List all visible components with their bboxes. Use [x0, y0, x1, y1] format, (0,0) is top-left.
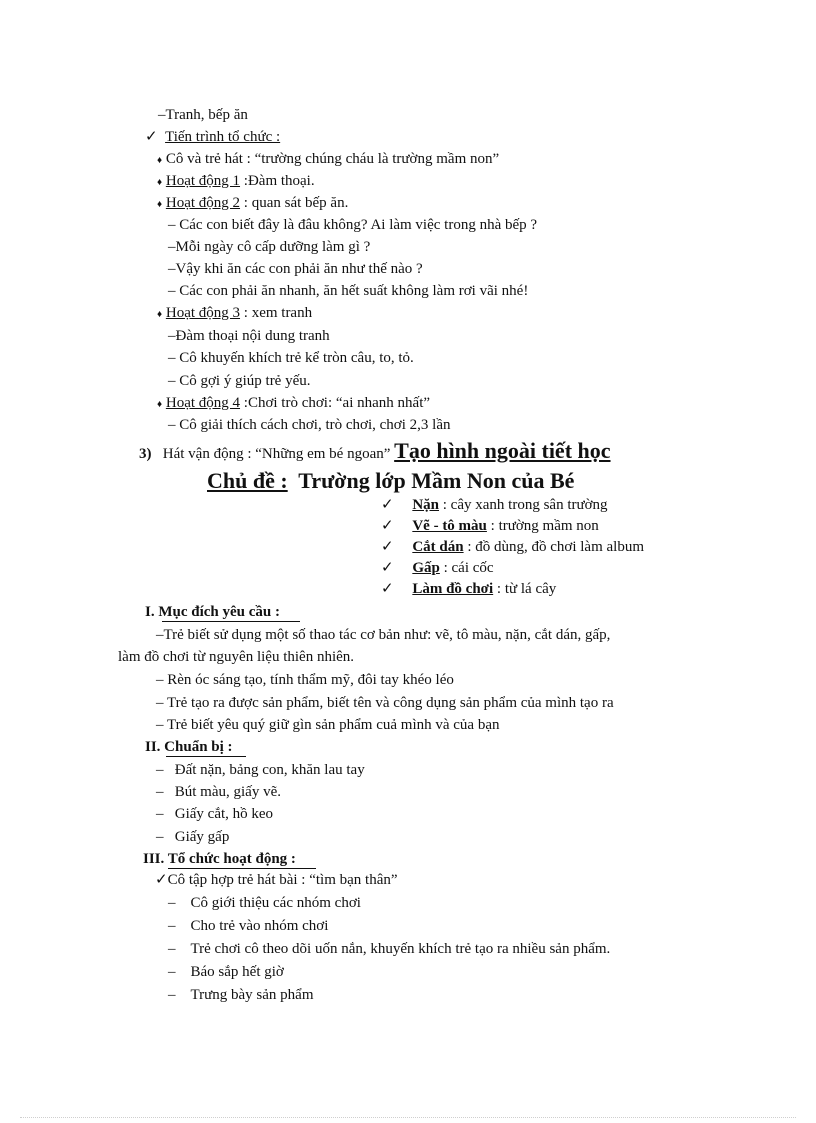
bullet-item: ♦ Hoạt động 2 : quan sát bếp ăn. — [157, 194, 348, 214]
activity-item: ✓ Gấp : cái cốc — [381, 560, 494, 576]
check-icon: ✓ — [381, 560, 394, 576]
text-line: –Trẻ biết sử dụng một số thao tác cơ bản như: vẽ, tô màu, nặn, cắt dán, gấp, — [156, 627, 611, 643]
section-heading: III. Tổ chức hoạt động : — [143, 851, 296, 867]
numbered-item: 3) Hát vận động : “Những em bé ngoan” Tạo hình ngoài tiết học — [139, 438, 611, 463]
list-item: – Cho trẻ vào nhóm chơi — [168, 918, 329, 934]
bullet-item: ♦ Cô và trẻ hát : “trường chúng cháu là trường mầm non” — [157, 150, 499, 170]
bullet-item: ♦ Hoạt động 1 :Đàm thoại. — [157, 172, 315, 192]
topic-label: Chủ đề : — [207, 468, 288, 493]
list-item: – Trẻ chơi cô theo dõi uốn nắn, khuyến khích trẻ tạo ra nhiều sản phẩm. — [168, 941, 611, 957]
text-line: – Cô khuyến khích trẻ kể tròn câu, to, tỏ. — [168, 350, 414, 366]
diamond-bullet-icon: ♦ — [157, 399, 163, 410]
section-heading: Tạo hình ngoài tiết học — [394, 438, 611, 463]
list-item: – Giấy gấp — [156, 829, 230, 845]
bullet-item: ♦ Hoạt động 3 : xem tranh — [157, 304, 312, 324]
section-heading: II. Chuẩn bị : — [145, 739, 233, 755]
list-item: – Báo sắp hết giờ — [168, 964, 284, 980]
section-heading: I. Mục đích yêu cầu : — [145, 604, 280, 620]
text-line: – Rèn óc sáng tạo, tính thẩm mỹ, đôi tay khéo léo — [156, 672, 454, 688]
text-line: – Trẻ tạo ra được sản phẩm, biết tên và công dụng sản phẩm của mình tạo ra — [156, 695, 614, 711]
text-line: – Cô giải thích cách chơi, trò chơi, chơi 2,3 lần — [168, 417, 451, 433]
diamond-bullet-icon: ♦ — [157, 309, 163, 320]
activity-item: ✓ Làm đồ chơi : từ lá cây — [381, 581, 557, 597]
list-item: – Trưng bày sản phẩm — [168, 987, 314, 1003]
diamond-bullet-icon: ♦ — [157, 177, 163, 188]
check-icon: ✓ — [145, 129, 158, 145]
diamond-bullet-icon: ♦ — [157, 155, 163, 166]
activity-item: ✓ Vẽ - tô màu : trường mầm non — [381, 518, 599, 534]
heading-underline — [166, 756, 246, 757]
list-item: – Đất nặn, bảng con, khăn lau tay — [156, 762, 365, 778]
activity-item: ✓ Nặn : cây xanh trong sân trường — [381, 497, 608, 513]
heading-underline — [168, 868, 316, 869]
page-bottom-rule — [20, 1117, 796, 1118]
check-icon: ✓ — [381, 581, 394, 597]
heading-underline — [162, 621, 300, 622]
checklist-item: ✓ Tiến trình tổ chức : — [145, 129, 281, 145]
diamond-bullet-icon: ♦ — [157, 199, 163, 210]
text-line: – Cô gợi ý giúp trẻ yếu. — [168, 373, 311, 389]
text-line: – Trẻ biết yêu quý giữ gìn sản phẩm cuả mình và của bạn — [156, 717, 500, 733]
activity-item: ✓ Cắt dán : đồ dùng, đồ chơi làm album — [381, 539, 645, 555]
topic-value: Trường lớp Mầm Non của Bé — [293, 468, 575, 493]
list-item: – Bút màu, giấy vẽ. — [156, 784, 281, 800]
dash-mark: – — [158, 107, 166, 123]
list-item: – Giấy cắt, hồ keo — [156, 806, 274, 822]
text-line: – Các con phải ăn nhanh, ăn hết suất không làm rơi vãi nhé! — [168, 283, 529, 299]
check-icon: ✓ — [381, 539, 394, 555]
text-line: – Các con biết đây là đâu không? Ai làm việc trong nhà bếp ? — [168, 217, 538, 233]
text-line: –Mỗi ngày cô cấp dưỡng làm gì ? — [168, 239, 371, 255]
text-line: –Đàm thoại nội dung tranh — [168, 328, 330, 344]
checklist-item: ✓Cô tập hợp trẻ hát bài : “tìm bạn thân” — [155, 872, 398, 888]
check-icon: ✓ — [381, 497, 394, 513]
list-item: – Cô giới thiệu các nhóm chơi — [168, 895, 361, 911]
check-icon: ✓ — [381, 518, 394, 534]
text-line: –Vậy khi ăn các con phải ăn như thế nào ? — [168, 261, 423, 277]
text-line: –Tranh, bếp ăn — [158, 107, 248, 123]
bullet-item: ♦ Hoạt động 4 :Chơi trò chơi: “ai nhanh nhất” — [157, 394, 430, 414]
check-icon: ✓ — [155, 872, 168, 888]
text-line: làm đồ chơi từ nguyên liệu thiên nhiên. — [118, 649, 355, 665]
topic-heading — [207, 468, 574, 494]
